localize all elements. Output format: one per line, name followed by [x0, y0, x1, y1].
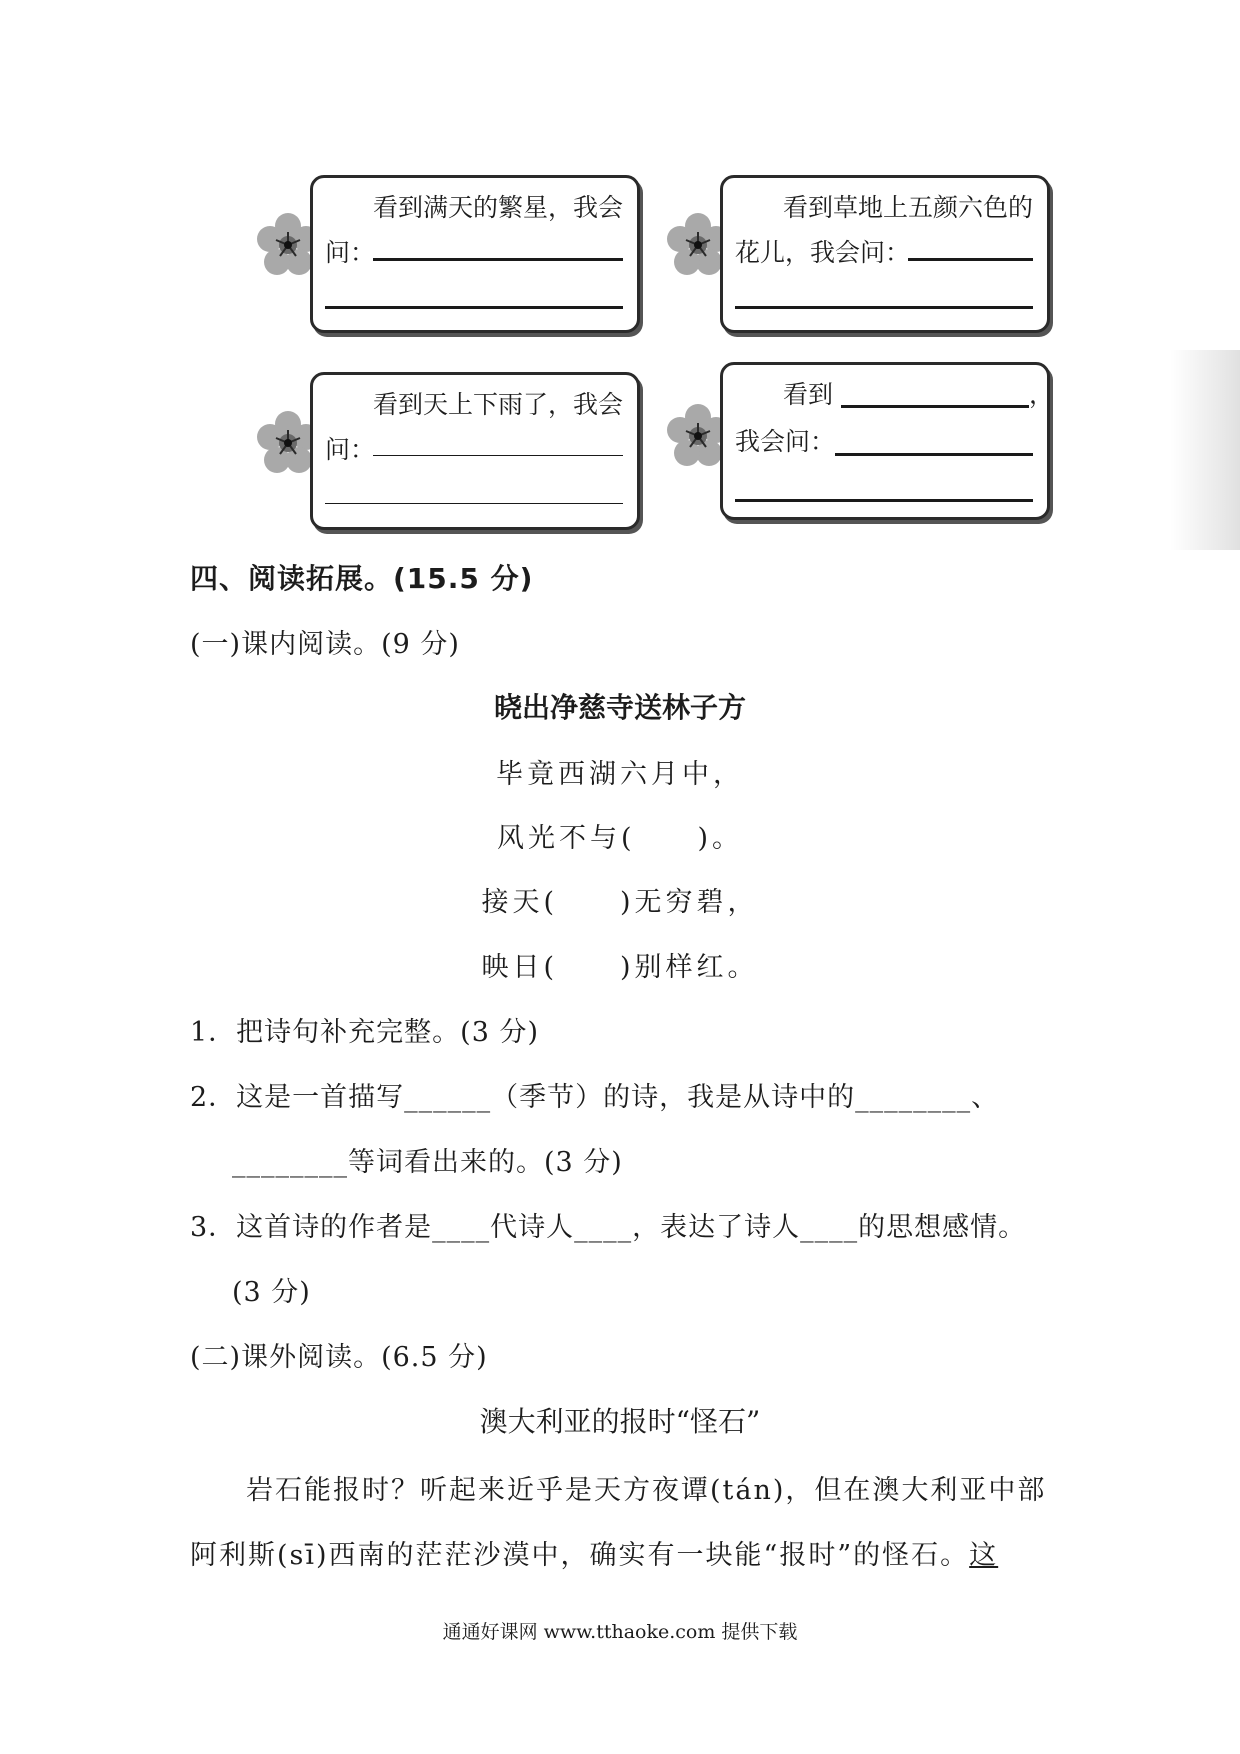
card-prompt: 看到满天的繁星，我会	[373, 193, 624, 222]
question-card-stars	[310, 175, 640, 333]
question-card-custom	[720, 362, 1055, 520]
question-3: 3．这首诗的作者是____代诗人____，表达了诗人____的思想感情。	[190, 1212, 1027, 1243]
answer-line[interactable]	[325, 503, 623, 504]
answer-line[interactable]	[735, 306, 1033, 309]
paragraph-line: 岩石能报时？听起来近乎是天方夜谭(tán)，但在澳大利亚中部	[246, 1475, 1047, 1506]
answer-line[interactable]	[325, 306, 623, 309]
paragraph-text: 阿利斯(sī)西南的茫茫沙漠中，确实有一块能“报时”的怪石。	[190, 1540, 970, 1571]
section-title: 四、阅读拓展。(15.5 分)	[190, 562, 534, 595]
question-2-cont: ________等词看出来的。(3 分)	[232, 1147, 623, 1178]
footer-text: 通通好课网 www.tthaoke.com 提供下载	[442, 1621, 798, 1643]
card-prompt: 看到	[783, 380, 834, 409]
card-prompt: 看到天上下雨了，我会	[373, 390, 624, 419]
card-prompt-comma: ，	[1029, 380, 1055, 409]
question-1: 1．把诗句补充完整。(3 分)	[190, 1017, 540, 1048]
article-title: 澳大利亚的报时“怪石”	[479, 1405, 761, 1438]
subsection-title: (二)课外阅读。(6.5 分)	[190, 1342, 488, 1373]
answer-line[interactable]	[841, 405, 1029, 408]
card-prompt-cont: 花儿，我会问：	[735, 238, 911, 267]
poem-line: 毕竟西湖六月中，	[496, 759, 744, 790]
poem-line: 风光不与( )。	[496, 823, 744, 854]
poem-line: 接天( )无穷碧，	[481, 887, 759, 918]
scan-shadow	[1170, 350, 1240, 550]
question-2: 2．这是一首描写______（季节）的诗，我是从诗中的________、	[190, 1082, 1000, 1113]
answer-line[interactable]	[908, 258, 1033, 261]
answer-line[interactable]	[835, 453, 1033, 456]
answer-line[interactable]	[373, 258, 623, 261]
card-prompt-cont: 我会问：	[735, 427, 836, 456]
poem-title: 晓出净慈寺送林子方	[493, 691, 746, 724]
card-prompt: 看到草地上五颜六色的	[783, 193, 1034, 222]
underlined-text: 这	[969, 1540, 999, 1571]
paragraph-line	[190, 1533, 998, 1572]
card-prompt-cont: 问：	[325, 238, 376, 267]
question-card-flowers	[720, 175, 1050, 333]
question-3-cont: (3 分)	[232, 1277, 311, 1308]
card-prompt-cont: 问：	[325, 435, 376, 464]
answer-line[interactable]	[735, 499, 1033, 502]
poem-line: 映日( )别样红。	[481, 952, 759, 983]
question-card-rain	[310, 372, 640, 530]
subsection-title: (一)课内阅读。(9 分)	[190, 629, 460, 660]
answer-line[interactable]	[373, 455, 623, 456]
